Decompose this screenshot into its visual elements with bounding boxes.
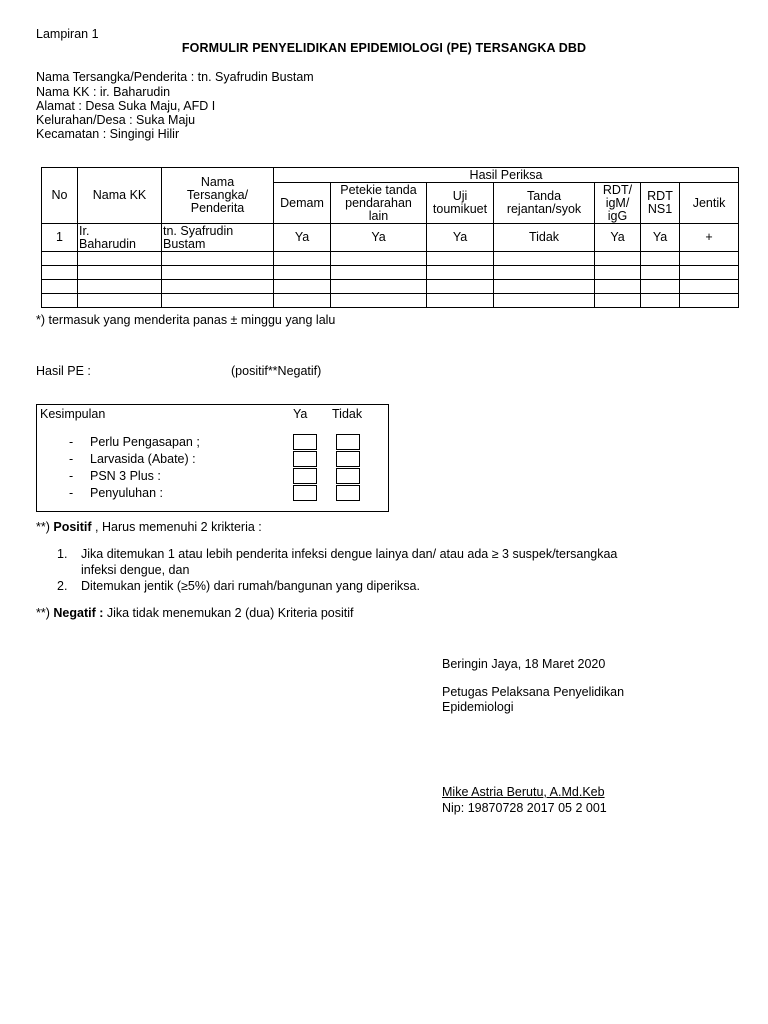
hasil-pe-value: (positif**Negatif) xyxy=(231,364,322,378)
cell-petekie: Ya xyxy=(331,224,427,252)
criteria-1-line2: infeksi dengue, dan xyxy=(81,563,190,577)
larvasida-tidak-checkbox[interactable] xyxy=(336,451,360,467)
table-row-empty xyxy=(42,252,739,266)
table-row-empty xyxy=(42,294,739,308)
positif-definition: **) Positif , Harus memenuhi 2 krikteria : xyxy=(36,520,262,534)
header-nama-kk: Nama KK xyxy=(78,168,162,224)
criteria-2-line1: Ditemukan jentik (≥5%) dari rumah/bangunan yang diperiksa. xyxy=(81,579,420,593)
info-nama-kk: Nama KK : ir. Baharudin xyxy=(36,85,171,99)
pengasapan-ya-checkbox[interactable] xyxy=(293,434,317,450)
kesimpulan-item-larvasida: Larvasida (Abate) : xyxy=(90,452,196,466)
header-tanda: Tanda rejantan/syok xyxy=(494,183,595,224)
cell-nama-tersangka: tn. Syafrudin Bustam xyxy=(162,224,274,252)
kesimpulan-col-ya: Ya xyxy=(293,407,308,421)
header-petekie: Petekie tanda pendarahan lain xyxy=(331,183,427,224)
header-nama-tersangka: Nama Tersangka/ Penderita xyxy=(162,168,274,224)
criteria-number: 1. xyxy=(57,547,68,561)
penyuluhan-tidak-checkbox[interactable] xyxy=(336,485,360,501)
cell-nama-kk: Ir. Baharudin xyxy=(78,224,162,252)
header-rdt-igm: RDT/ igM/ igG xyxy=(595,183,641,224)
kesimpulan-item-penyuluhan: Penyuluhan : xyxy=(90,486,163,500)
info-kelurahan: Kelurahan/Desa : Suka Maju xyxy=(36,113,196,127)
header-jentik: Jentik xyxy=(680,183,739,224)
kesimpulan-title: Kesimpulan xyxy=(40,407,106,421)
signature-role-line2: Epidemiologi xyxy=(442,700,514,714)
larvasida-ya-checkbox[interactable] xyxy=(293,451,317,467)
header-demam: Demam xyxy=(274,183,331,224)
pengasapan-tidak-checkbox[interactable] xyxy=(336,434,360,450)
kesimpulan-item-psn: PSN 3 Plus : xyxy=(90,469,161,483)
cell-demam: Ya xyxy=(274,224,331,252)
header-no: No xyxy=(42,168,78,224)
dash: - xyxy=(69,486,74,500)
criteria-1-line1: Jika ditemukan 1 atau lebih penderita infeksi dengue lainya dan/ atau ada ≥ 3 suspek/tersangkaa xyxy=(81,547,618,561)
cell-tanda: Tidak xyxy=(494,224,595,252)
lampiran-label: Lampiran 1 xyxy=(36,27,99,41)
negatif-definition: **) Negatif : Jika tidak menemukan 2 (dua) Kriteria positif xyxy=(36,606,354,620)
kesimpulan-box xyxy=(36,404,389,512)
dash: - xyxy=(69,452,74,466)
table-row xyxy=(42,224,739,252)
signature-nip: Nip: 19870728 2017 05 2 001 xyxy=(442,801,607,815)
psn-ya-checkbox[interactable] xyxy=(293,468,317,484)
info-alamat: Alamat : Desa Suka Maju, AFD I xyxy=(36,99,216,113)
negatif-label: Negatif : xyxy=(53,606,104,620)
info-nama-tersangka: Nama Tersangka/Penderita : tn. Syafrudin Bustam xyxy=(36,70,314,84)
header-uji: Uji toumikuet xyxy=(427,183,494,224)
positif-label: Positif xyxy=(53,520,92,534)
kesimpulan-col-tidak: Tidak xyxy=(332,407,363,421)
table-row-empty xyxy=(42,280,739,294)
hasil-pe-label: Hasil PE : xyxy=(36,364,91,378)
cell-jentik: + xyxy=(680,224,739,252)
footnote: *) termasuk yang menderita panas ± minggu yang lalu xyxy=(36,313,336,327)
header-hasil-periksa: Hasil Periksa xyxy=(274,168,739,183)
dash: - xyxy=(69,469,74,483)
header-rdt-ns1: RDT NS1 xyxy=(641,183,680,224)
cell-no: 1 xyxy=(42,224,78,252)
dash: - xyxy=(69,435,74,449)
form-title: FORMULIR PENYELIDIKAN EPIDEMIOLOGI (PE) TERSANGKA DBD xyxy=(181,41,587,55)
signature-place-date: Beringin Jaya, 18 Maret 2020 xyxy=(442,657,606,671)
psn-tidak-checkbox[interactable] xyxy=(336,468,360,484)
cell-uji: Ya xyxy=(427,224,494,252)
kesimpulan-item-pengasapan: Perlu Pengasapan ; xyxy=(90,435,200,449)
signature-role-line1: Petugas Pelaksana Penyelidikan xyxy=(442,685,625,699)
cell-rdt-ns1: Ya xyxy=(641,224,680,252)
criteria-number: 2. xyxy=(57,579,68,593)
cell-rdt-igm: Ya xyxy=(595,224,641,252)
table-row-empty xyxy=(42,266,739,280)
signature-name: Mike Astria Berutu, A.Md.Keb xyxy=(442,785,605,799)
info-kecamatan: Kecamatan : Singingi Hilir xyxy=(36,127,180,141)
penyuluhan-ya-checkbox[interactable] xyxy=(293,485,317,501)
hasil-periksa-table xyxy=(41,167,739,308)
